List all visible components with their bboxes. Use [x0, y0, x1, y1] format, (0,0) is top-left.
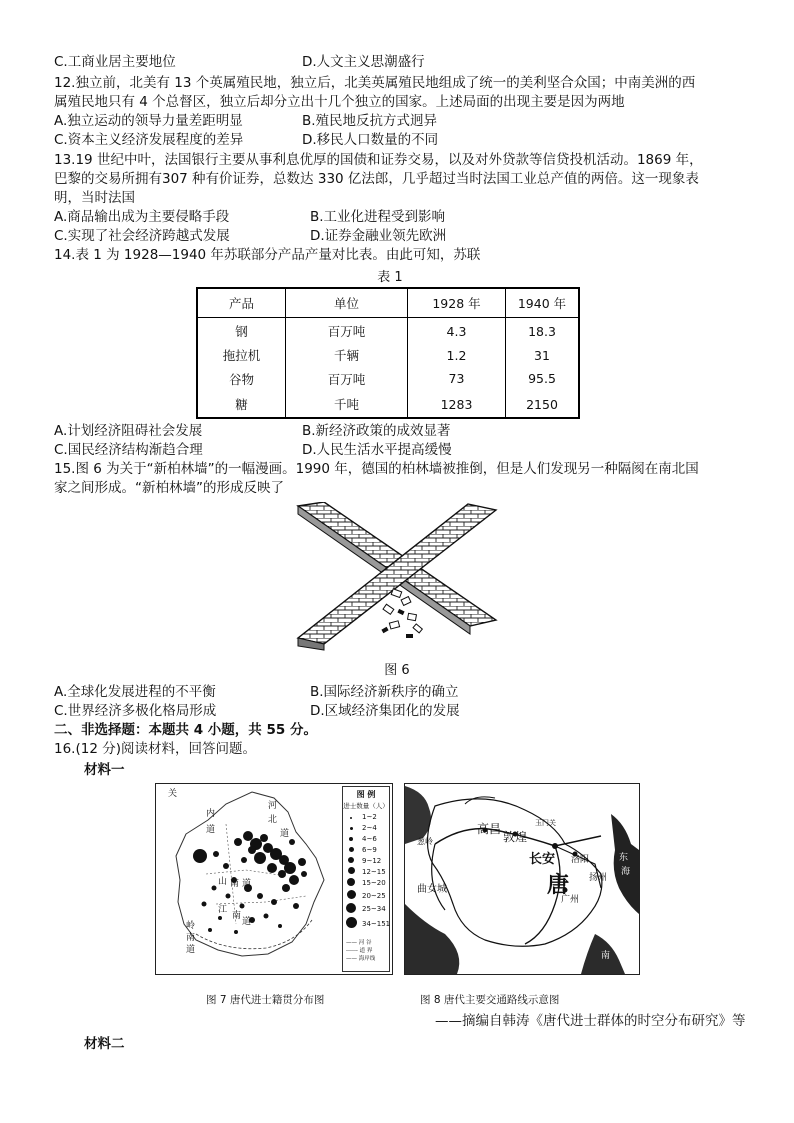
q15-option-d: D.区域经济集团化的发展 — [310, 703, 460, 719]
table-header-row — [197, 288, 579, 318]
map-label: 道 — [280, 829, 290, 839]
section-2-heading: 二、非选择题：本题共 4 小题，共 55 分。 — [54, 722, 317, 738]
q15-option-a: A.全球化发展进程的不平衡 — [54, 684, 216, 700]
legend-item: 25~34 — [362, 905, 386, 913]
q15-stem-line-2: 家之间形成。“新柏林墙”的形成反映了 — [54, 480, 284, 496]
q12-option-b: B.殖民地反抗方式迥异 — [302, 113, 438, 129]
map-label-south: 南 — [601, 951, 611, 961]
map-label-luoyang: 洛阳 — [571, 855, 590, 865]
map-label-yangzhou: 扬州 — [589, 873, 608, 883]
q12-stem-line-2: 属殖民地只有 4 个总督区，独立后却分立出十几个独立的国家。上述局面的出现主要是因为两地 — [54, 94, 625, 110]
q13-stem-line-3: 明，当时法国 — [54, 190, 135, 206]
map-label: 山 — [218, 877, 228, 887]
q16-stem: 16.(12 分)阅读材料，回答问题。 — [54, 741, 256, 757]
map-label: 道 — [186, 945, 196, 955]
q13-option-d: D.证券金融业领先欧洲 — [310, 228, 447, 244]
map-label: 河 — [268, 801, 278, 811]
map-label: 南 — [230, 879, 240, 889]
map-label-yumenguan: 玉门关 — [535, 819, 556, 827]
q14-option-b: B.新经济政策的成效显著 — [302, 423, 451, 439]
table-row — [197, 345, 579, 366]
legend-item: 1~2 — [362, 812, 377, 821]
map-label-dunhuang: 敦煌 — [503, 830, 528, 844]
q14-option-a: A.计划经济阻碍社会发展 — [54, 423, 203, 439]
map-label: 道 — [206, 825, 216, 835]
map-label: 南 — [232, 911, 242, 921]
table-cell: 4.3 — [408, 318, 506, 345]
new-berlin-wall-cartoon — [296, 502, 498, 652]
table-cell: 谷物 — [228, 371, 254, 387]
map-label: 道 — [242, 879, 252, 889]
legend-line-boundary: ------ 道 界 — [346, 948, 373, 954]
table-cell: 钢 — [235, 324, 248, 340]
q13-option-c: C.实现了社会经济跨越式发展 — [54, 228, 230, 244]
table-cell: 百万吨 — [286, 318, 408, 345]
map-label: 北 — [268, 815, 278, 825]
q11-option-d: D.人文主义思潮盛行 — [302, 54, 425, 70]
q12-stem-line-1: 12.独立前，北美有 13 个英属殖民地，独立后，北美英属殖民地组成了统一的美利坚合众国；中南美洲的西 — [54, 75, 696, 91]
map-label-qunucheng: 曲女城 — [417, 884, 447, 895]
table-row — [197, 318, 579, 345]
map-label-east: 东 — [619, 853, 629, 863]
figure-7-caption: 图 7 唐代进士籍贯分布图 — [206, 994, 325, 1006]
q13-stem-line-1: 13.19 世纪中叶，法国银行主要从事利息优厚的国债和证券交易，以及对外贷款等信贷投机活动。1869 年， — [54, 152, 703, 168]
figure-7-map — [155, 783, 393, 975]
map-label-guangzhou: 广州 — [561, 895, 580, 905]
q12-option-d: D.移民人口数量的不同 — [302, 132, 439, 148]
soviet-production-table — [196, 287, 580, 419]
table-cell: 百万吨 — [286, 366, 408, 392]
legend-item: 9~12 — [362, 856, 382, 865]
q15-option-b: B.国际经济新秩序的确立 — [310, 684, 459, 700]
map-label-changan: 长安 — [529, 852, 556, 867]
table-cell: 73 — [408, 366, 506, 392]
table-cell: 1283 — [408, 392, 506, 418]
map-label: 江 — [218, 905, 228, 915]
table-header-unit: 单位 — [286, 288, 408, 318]
map-label-gaochang: 高昌 — [477, 822, 502, 836]
map-label-congling: 葱岭 — [417, 837, 433, 846]
map-label: 内 — [206, 809, 216, 819]
table-1-title: 表 1 — [377, 270, 403, 285]
legend-title: 图 例 — [356, 790, 376, 799]
legend-item: 4~6 — [362, 834, 377, 843]
table-cell: 31 — [506, 345, 580, 366]
table-cell: 千辆 — [286, 345, 408, 366]
q15-stem-line-1: 15.图 6 为关于“新柏林墙”的一幅漫画。1990 年，德国的柏林墙被推倒，但是人们发现另一种隔阂在南北国 — [54, 461, 699, 477]
legend-subtitle: 进士数量（人） — [343, 802, 389, 810]
legend-item: 15~20 — [362, 879, 386, 887]
q15-option-c: C.世界经济多极化格局形成 — [54, 703, 217, 719]
table-cell: 糖 — [235, 397, 248, 412]
q14-stem: 14.表 1 为 1928—1940 年苏联部分产品产量对比表。由此可知，苏联 — [54, 247, 481, 263]
map-legend — [342, 786, 390, 972]
table-header-product: 产品 — [197, 288, 286, 318]
q12-option-c: C.资本主义经济发展程度的差异 — [54, 132, 244, 148]
table-row — [197, 366, 579, 392]
material-source: ——摘编自韩涛《唐代进士群体的时空分布研究》等 — [435, 1013, 746, 1029]
map-label: 关 — [168, 789, 178, 799]
map-label: 岭 — [186, 921, 196, 931]
material-1-label: 材料一 — [84, 762, 125, 778]
q13-stem-line-2: 巴黎的交易所拥有307 种有价证券，总数达 330 亿法郎，几乎超过当时法国工业总产值的两倍。这一现象表 — [54, 171, 699, 187]
legend-item: 2~4 — [362, 823, 377, 832]
table-cell: 18.3 — [506, 318, 580, 345]
figure-8-map — [404, 783, 640, 975]
figure-6-caption: 图 6 — [384, 663, 410, 678]
table-header-1928: 1928 年 — [408, 288, 506, 318]
map-label-sea: 海 — [621, 867, 631, 877]
legend-item: 12~15 — [362, 867, 386, 876]
q14-option-c: C.国民经济结构渐趋合理 — [54, 442, 203, 458]
legend-item: 6~9 — [362, 845, 377, 854]
table-cell: 95.5 — [506, 366, 580, 392]
map-label: 南 — [186, 933, 196, 943]
q14-option-d: D.人民生活水平提高缓慢 — [302, 442, 452, 458]
material-2-label: 材料二 — [84, 1036, 125, 1052]
legend-line-coast: —— 海岸线 — [346, 956, 376, 962]
table-cell: 2150 — [506, 392, 580, 418]
table-cell: 拖拉机 — [222, 348, 261, 363]
q11-option-c: C.工商业居主要地位 — [54, 54, 176, 70]
table-row — [197, 392, 579, 418]
figure-8-caption: 图 8 唐代主要交通路线示意图 — [420, 994, 560, 1006]
map-label: 道 — [242, 917, 252, 927]
legend-item: 20~25 — [362, 891, 386, 900]
q13-option-b: B.工业化进程受到影响 — [310, 209, 446, 225]
table-header-1940: 1940 年 — [506, 288, 580, 318]
map-label-tang: 唐 — [547, 873, 570, 898]
table-cell: 1.2 — [408, 345, 506, 366]
q12-option-a: A.独立运动的领导力量差距明显 — [54, 113, 243, 129]
legend-item: 34~151 — [362, 919, 391, 928]
q13-option-a: A.商品输出成为主要侵略手段 — [54, 209, 230, 225]
table-cell: 千吨 — [286, 392, 408, 418]
legend-line-river: —— 河 谷 — [346, 940, 372, 946]
